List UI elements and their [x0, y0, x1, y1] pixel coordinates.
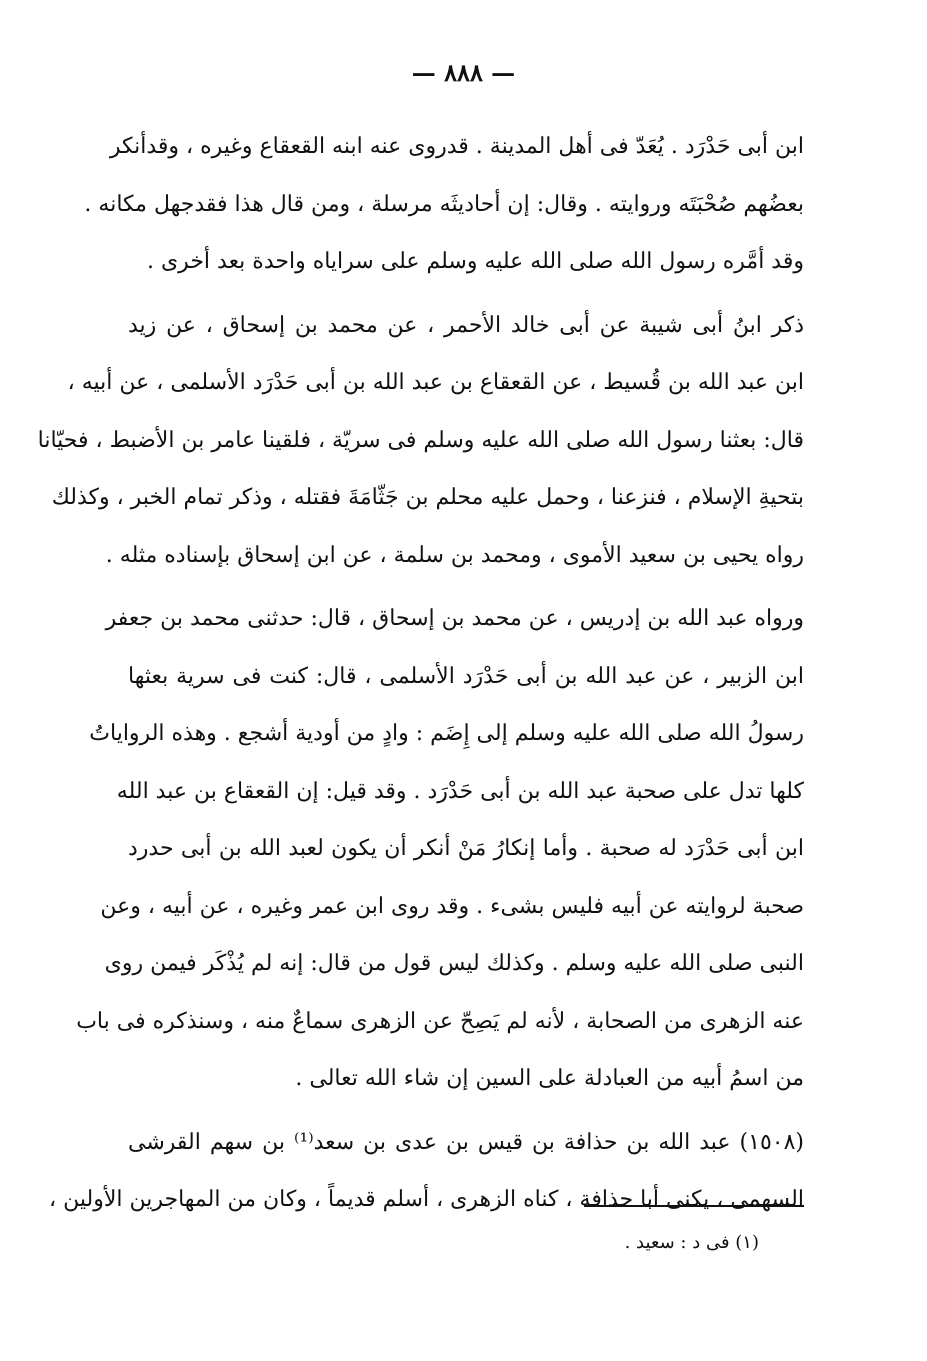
paragraph-1 [84, 118, 804, 291]
paragraph-2 [37, 297, 804, 585]
text-line: قال: بعثنا رسول الله صلى الله عليه وسلم فى سريّة ، فلقينا عامر بن الأضبط ، فحيّانا [37, 427, 804, 453]
text-line: ابن الزبير ، عن عبد الله بن أبى حَدْرَد الأسلمى ، قال: كنت فى سرية بعثها [128, 663, 804, 689]
text-line: رواه يحيى بن سعيد الأموى ، ومحمد بن سلمة ، عن ابن إسحاق بإسناده مثله . [105, 542, 804, 568]
text-line: ابن أبى حَدْرَد . يُعَدّ فى أهل المدينة . قدروى عنه ابنه القعقاع وغيره ، وقدأنكر [109, 134, 804, 159]
paragraph-3 [76, 590, 804, 1108]
body-text [37, 118, 805, 1229]
text-line: بتحيةِ الإسلام ، فنزعنا ، وحمل عليه محلم بن جَثّامَةَ فقتله ، وذكر تمام الخبر ، وكذلك [51, 485, 804, 510]
text-line: ورواه عبد الله بن إدريس ، عن محمد بن إسحاق ، قال: حدثنى محمد بن جعفر [105, 606, 804, 631]
text-line: عنه الزهرى من الصحابة ، لأنه لم يَصِحّ عن الزهرى سماعٌ منه ، وسنذكره فى باب [76, 1008, 804, 1034]
text-line: بعضُهم صُحْبَتَه وروايته . وقال: إن أحاديثَه مرسلة ، ومن قال هذا فقدجهل مكانه . [84, 191, 804, 217]
text-line: من اسمُ أبيه من العبادلة على السين إن شاء الله تعالى . [295, 1066, 804, 1091]
text-line: كلها تدل على صحبة عبد الله بن أبى حَدْرَد . وقد قيل: إن القعقاع بن عبد الله [116, 778, 804, 804]
footnote-divider [584, 1205, 804, 1207]
text-line: صحبة لروايته عن أبيه فليس بشىء . وقد روى ابن عمر وغيره ، عن أبيه ، وعن [100, 893, 804, 919]
text-line: رسولُ الله صلى الله عليه وسلم إلى إِضَم : وادٍ من أودية أشجع . وهذه الرواياتُ [89, 721, 804, 746]
text-line: النبى صلى الله عليه وسلم . وكذلك ليس قول من قال: إنه لم يُذْكَر فيمن روى [104, 951, 804, 976]
text-line: ابن عبد الله بن قُسيط ، عن القعقاع بن عبد الله بن أبى حَدْرَد الأسلمى ، عن أبيه ، [67, 370, 804, 395]
footnote: (١) فى د : سعيد . [624, 1232, 759, 1253]
text-line: السهمى ، يكنى أبا حذافة ، كناه الزهرى ، أسلم قديماً ، وكان من المهاجرين الأولين ، [49, 1187, 804, 1212]
text-line: ابن أبى حَدْرَد له صحبة . وأما إنكارُ مَنْ أنكر أن يكون لعبد الله بن أبى حدرد [128, 836, 804, 861]
text-line: (١٥٠٨) عبد الله بن حذافة بن قيس بن عدى بن سعد⁽¹⁾ بن سهم القرشى [128, 1129, 805, 1155]
text-line: وقد أمَّره رسول الله صلى الله عليه وسلم على سراياه واحدة بعد أخرى . [146, 249, 804, 274]
text-line: ذكر ابنُ أبى شيبة عن أبى خالد الأحمر ، عن محمد بن إسحاق ، عن زيد [128, 312, 804, 338]
page-number: — ٨٨٨ — [411, 58, 516, 87]
paragraph-4-entry-1508 [49, 1114, 805, 1229]
